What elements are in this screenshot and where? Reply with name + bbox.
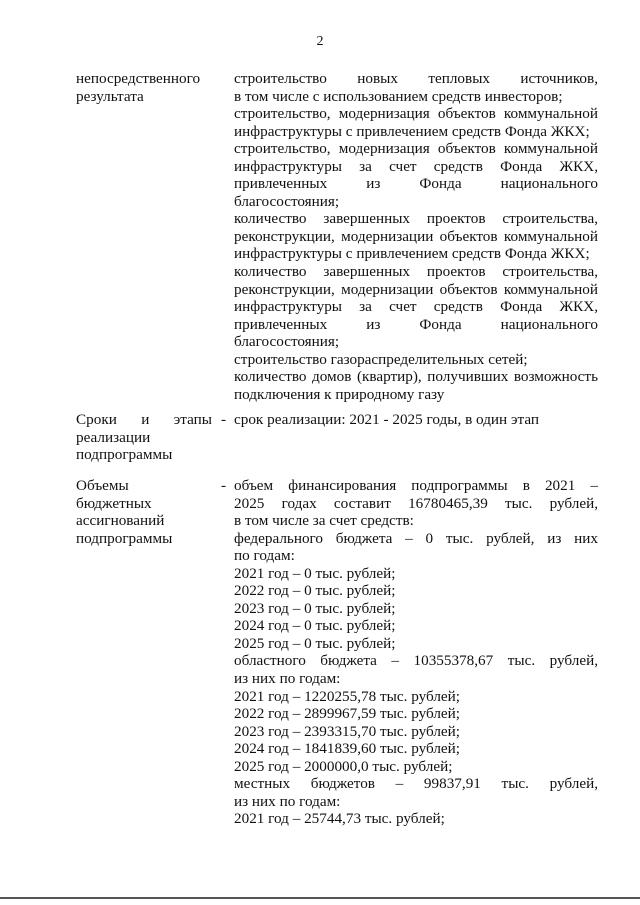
value-line: 2021 год – 0 тыс. рублей;: [234, 564, 396, 582]
value-line: из них по годам:: [234, 670, 341, 688]
value-line: 2025 год – 0 тыс. рублей;: [234, 634, 396, 652]
value-line: инфраструктуры за счет средств Фонда ЖКХ,: [234, 157, 598, 175]
value-line: по годам:: [234, 547, 295, 565]
value-line: 2021 год – 1220255,78 тыс. рублей;: [234, 687, 461, 705]
row-label-line: реализации: [76, 428, 151, 446]
value-line: инфраструктуры с привлечением средств Фонда ЖКХ;: [234, 245, 590, 263]
value-line: 2023 год – 2393315,70 тыс. рублей;: [234, 722, 461, 740]
value-line: 2024 год – 1841839,60 тыс. рублей;: [234, 740, 461, 758]
value-line: инфраструктуры с привлечением средств Фонда ЖКХ;: [234, 122, 590, 140]
value-line: подключения к природному газу: [234, 385, 445, 403]
row-label-line: бюджетных: [76, 494, 152, 512]
value-line: благосостояния;: [234, 192, 340, 210]
value-line: 2022 год – 2899967,59 тыс. рублей;: [234, 705, 461, 723]
label-dash: -: [220, 411, 226, 428]
label-dash: -: [220, 477, 226, 494]
value-line: привлеченных из Фонда национального: [234, 315, 598, 333]
value-line: строительство, модернизация объектов коммунальной: [234, 105, 598, 123]
row-label-line: Сроки и этапы: [76, 411, 212, 428]
row-label-line: подпрограммы: [76, 529, 173, 547]
value-line: инфраструктуры за счет средств Фонда ЖКХ,: [234, 298, 598, 316]
value-line: благосостояния;: [234, 333, 340, 351]
bottom-rule: [0, 897, 640, 899]
value-line: срок реализации: 2021 - 2025 годы, в один этап: [234, 411, 539, 428]
value-line: областного бюджета – 10355378,67 тыс. рублей,: [234, 652, 598, 670]
row-label-line: ассигнований: [76, 512, 165, 530]
row-value: [234, 477, 598, 828]
value-line: строительство газораспределительных сетей;: [234, 350, 528, 368]
value-line: количество завершенных проектов строительства,: [234, 263, 598, 281]
value-line: строительство, модернизация объектов коммунальной: [234, 140, 598, 158]
value-line: привлеченных из Фонда национального: [234, 175, 598, 193]
row-label-line: подпрограммы: [76, 446, 173, 464]
value-line: 2025 год – 2000000,0 тыс. рублей;: [234, 757, 453, 775]
row-value: [234, 70, 598, 403]
value-line: в том числе с использованием средств инвесторов;: [234, 87, 563, 105]
value-line: реконструкции, модернизации объектов коммунальной: [234, 227, 598, 245]
row-label: [76, 411, 226, 464]
row-label-line: Объемы: [76, 477, 129, 494]
value-line: из них по годам:: [234, 792, 341, 810]
value-line: строительство новых тепловых источников,: [234, 70, 598, 87]
value-line: 2021 год – 25744,73 тыс. рублей;: [234, 810, 445, 828]
row-label: [76, 477, 226, 547]
value-line: объем финансирования подпрограммы в 2021 –: [234, 477, 598, 494]
row-value: [234, 411, 598, 429]
value-line: местных бюджетов – 99837,91 тыс. рублей,: [234, 775, 598, 793]
row-label-line: результата: [76, 87, 144, 105]
value-line: 2023 год – 0 тыс. рублей;: [234, 599, 396, 617]
row-label-line: непосредственного: [76, 70, 201, 87]
row-label: [76, 70, 226, 105]
value-line: реконструкции, модернизации объектов коммунальной: [234, 280, 598, 298]
value-line: количество домов (квартир), получивших возможность: [234, 368, 598, 386]
value-line: в том числе за счет средств:: [234, 512, 414, 530]
value-line: 2024 год – 0 тыс. рублей;: [234, 617, 396, 635]
page-number: 2: [316, 34, 324, 49]
value-line: 2025 годах составит 16780465,39 тыс. рублей,: [234, 494, 598, 512]
value-line: количество завершенных проектов строительства,: [234, 210, 598, 228]
value-line: 2022 год – 0 тыс. рублей;: [234, 582, 396, 600]
value-line: федерального бюджета – 0 тыс. рублей, из них: [234, 529, 598, 547]
